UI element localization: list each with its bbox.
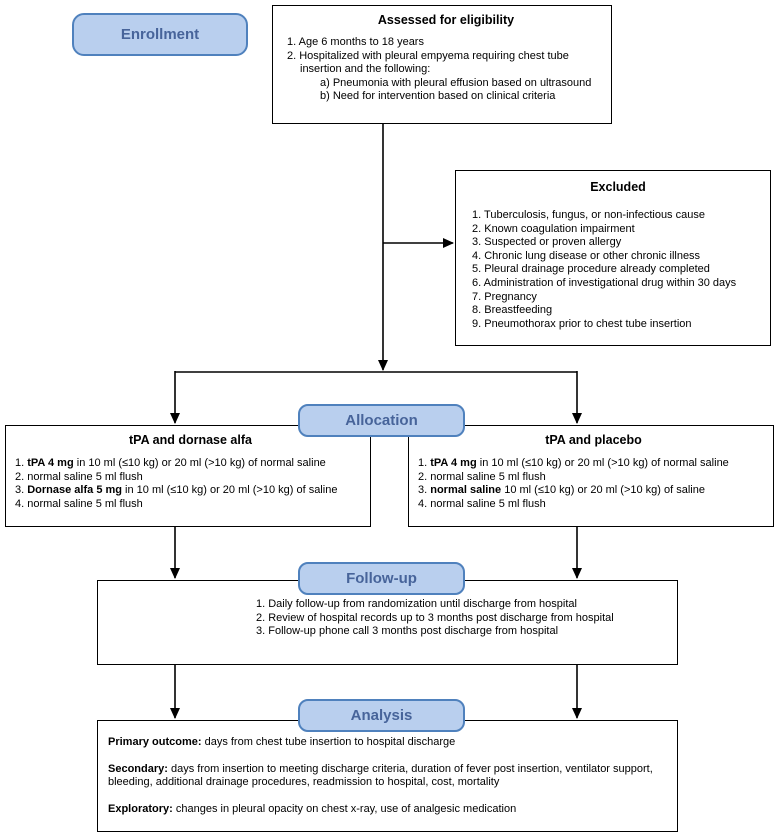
- analysis-box: [97, 720, 678, 832]
- arm-item: 4. normal saline 5 ml flush: [418, 497, 546, 510]
- excluded-title: Excluded: [590, 180, 646, 194]
- analysis-label-text: Analysis: [350, 707, 413, 724]
- arm-item: 1. tPA 4 mg in 10 ml (≤10 kg) or 20 ml (>10 kg) of normal saline: [418, 457, 729, 469]
- enrollment-stage-label: [72, 13, 248, 56]
- excluded-item: 1. Tuberculosis, fungus, or non-infectious cause: [472, 209, 705, 221]
- excluded-list: [472, 209, 764, 331]
- analysis-stage-label: [298, 699, 465, 732]
- analysis-primary: Primary outcome: days from chest tube insertion to hospital discharge: [108, 736, 456, 748]
- analysis-secondary: Secondary: days from insertion to meeting discharge criteria, duration of fever post insertion, ventilator support, bleeding, additional drainage procedures, readmission to hospital, cost, mortality: [108, 762, 653, 789]
- arm-item: 3. Dornase alfa 5 mg in 10 ml (≤10 kg) or 20 ml (>10 kg) of saline: [15, 484, 338, 497]
- excluded-item: 8. Breastfeeding: [472, 304, 553, 317]
- arm-dornase-title: tPA and dornase alfa: [129, 433, 252, 447]
- arm-item: 2. normal saline 5 ml flush: [15, 470, 143, 483]
- followup-label-text: Follow-up: [346, 570, 417, 587]
- allocation-label-text: Allocation: [345, 412, 418, 429]
- excluded-item: 3. Suspected or proven allergy: [472, 236, 622, 249]
- arm-dornase-box: [5, 425, 371, 527]
- excluded-item: 6. Administration of investigational drug within 30 days: [472, 276, 737, 289]
- eligibility-list: [287, 36, 605, 104]
- excluded-item: 4. Chronic lung disease or other chronic illness: [472, 249, 701, 262]
- eligibility-item: 1. Age 6 months to 18 years: [287, 36, 424, 48]
- eligibility-subitem: b) Need for intervention based on clinical criteria: [320, 90, 556, 103]
- arm-item: 1. tPA 4 mg in 10 ml (≤10 kg) or 20 ml (>10 kg) of normal saline: [15, 457, 326, 469]
- followup-item: 2. Review of hospital records up to 3 months post discharge from hospital: [256, 611, 614, 624]
- analysis-exploratory: Exploratory: changes in pleural opacity on chest x-ray, use of analgesic medication: [108, 802, 517, 815]
- allocation-stage-label: [298, 404, 465, 437]
- arm-dornase-list: [15, 457, 366, 511]
- followup-item: 3. Follow-up phone call 3 months post discharge from hospital: [256, 625, 559, 638]
- excluded-box: [455, 170, 771, 346]
- eligibility-item: 2. Hospitalized with pleural empyema requiring chest tube insertion and the following:: [287, 49, 569, 76]
- arm-placebo-title: tPA and placebo: [545, 433, 642, 447]
- followup-stage-label: [298, 562, 465, 595]
- arm-placebo-box: [408, 425, 774, 527]
- eligibility-subitem: a) Pneumonia with pleural effusion based on ultrasound: [320, 76, 592, 89]
- eligibility-title: Assessed for eligibility: [377, 13, 515, 27]
- enrollment-label-text: Enrollment: [120, 26, 200, 43]
- followup-list: [256, 598, 671, 639]
- followup-item: 1. Daily follow-up from randomization until discharge from hospital: [256, 598, 577, 610]
- arm-item: 3. normal saline 10 ml (≤10 kg) or 20 ml (>10 kg) of saline: [418, 484, 705, 497]
- arm-item: 2. normal saline 5 ml flush: [418, 470, 546, 483]
- eligibility-box: [272, 5, 612, 124]
- arm-item: 4. normal saline 5 ml flush: [15, 497, 143, 510]
- excluded-item: 9. Pneumothorax prior to chest tube insertion: [472, 317, 692, 330]
- arm-placebo-list: [418, 457, 769, 511]
- excluded-item: 5. Pleural drainage procedure already completed: [472, 263, 710, 276]
- excluded-item: 7. Pregnancy: [472, 290, 537, 303]
- excluded-item: 2. Known coagulation impairment: [472, 222, 635, 235]
